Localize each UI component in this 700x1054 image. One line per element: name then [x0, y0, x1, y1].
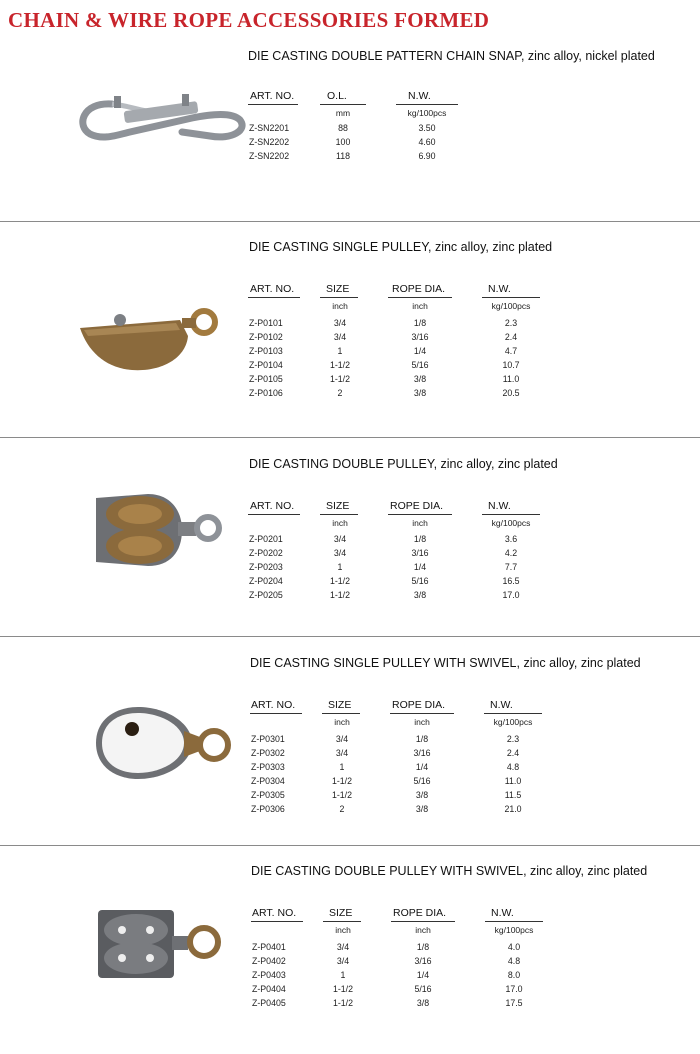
- table-row: [0, 388, 700, 401]
- size: 1: [337, 562, 343, 572]
- net-weight: 2.3: [504, 318, 518, 328]
- product-name: DIE CASTING DOUBLE PULLEY: [249, 457, 434, 471]
- product-spec: , zinc alloy, zinc plated: [428, 240, 553, 254]
- header-underline: [396, 104, 458, 105]
- table-row: [0, 562, 700, 575]
- table-row: [0, 360, 700, 373]
- rope-dia: 3/16: [413, 748, 431, 758]
- net-weight: 11.0: [502, 374, 520, 384]
- header-underline: [251, 921, 303, 922]
- table-row: [0, 790, 700, 803]
- unit-rope-dia: inch: [415, 925, 431, 935]
- product-name: DIE CASTING SINGLE PULLEY WITH SWIVEL: [250, 656, 517, 670]
- rope-dia: 3/8: [413, 590, 427, 600]
- overall-length: 118: [335, 151, 351, 161]
- section-title: [251, 864, 647, 878]
- table-row: [0, 534, 700, 547]
- size: 3/4: [333, 548, 347, 558]
- rope-dia: 5/16: [414, 984, 432, 994]
- header-underline: [388, 514, 452, 515]
- art-no: Z-SN2202: [249, 151, 290, 161]
- net-weight: 21.0: [504, 804, 522, 814]
- table-row: [0, 776, 700, 789]
- rope-dia: 1/8: [415, 734, 429, 744]
- size: 1: [340, 970, 346, 980]
- art-no: Z-P0204: [249, 576, 283, 586]
- size: 1-1/2: [332, 998, 354, 1008]
- header-underline: [248, 104, 298, 105]
- unit-size: inch: [332, 518, 348, 528]
- size: 3/4: [335, 734, 349, 744]
- table-row: [0, 942, 700, 955]
- table-row: [0, 137, 700, 150]
- net-weight: 3.50: [418, 123, 436, 133]
- art-no: Z-P0401: [252, 942, 286, 952]
- table-row: [0, 748, 700, 761]
- net-weight: 2.4: [506, 748, 520, 758]
- header-rope-dia: ROPE DIA.: [392, 283, 446, 295]
- product-spec: , zinc alloy, zinc plated: [516, 656, 641, 670]
- header-size: SIZE: [326, 283, 350, 295]
- rope-dia: 1/4: [413, 562, 427, 572]
- size: 1-1/2: [332, 984, 354, 994]
- unit-rope-dia: inch: [414, 717, 430, 727]
- page-title: CHAIN & WIRE ROPE ACCESSORIES FORMED: [8, 8, 490, 32]
- section-chain-snap: [0, 0, 700, 222]
- unit-size: inch: [335, 925, 351, 935]
- header-size: SIZE: [329, 907, 353, 919]
- net-weight: 17.0: [505, 984, 523, 994]
- product-name: DIE CASTING DOUBLE PULLEY WITH SWIVEL: [251, 864, 524, 878]
- unit-rope-dia: inch: [412, 518, 428, 528]
- table-row: [0, 734, 700, 747]
- net-weight: 17.5: [505, 998, 523, 1008]
- header-rope-dia: ROPE DIA.: [392, 699, 446, 711]
- table-row: [0, 374, 700, 387]
- art-no: Z-P0303: [251, 762, 285, 772]
- overall-length: 100: [335, 137, 351, 147]
- header-underline: [248, 297, 300, 298]
- unit-nw: kg/100pcs: [491, 301, 531, 311]
- product-name: DIE CASTING DOUBLE PATTERN CHAIN SNAP: [248, 49, 521, 63]
- rope-dia: 3/16: [411, 332, 429, 342]
- rope-dia: 1/8: [413, 318, 427, 328]
- net-weight: 11.0: [504, 776, 522, 786]
- net-weight: 4.60: [418, 137, 436, 147]
- net-weight: 2.4: [504, 332, 518, 342]
- art-no: Z-P0305: [251, 790, 285, 800]
- table-row: [0, 762, 700, 775]
- rope-dia: 1/4: [413, 346, 427, 356]
- size: 1: [337, 346, 343, 356]
- art-no: Z-P0102: [249, 332, 283, 342]
- net-weight: 2.3: [506, 734, 520, 744]
- size: 3/4: [335, 748, 349, 758]
- header-underline: [323, 921, 361, 922]
- art-no: Z-P0203: [249, 562, 283, 572]
- net-weight: 11.5: [504, 790, 522, 800]
- art-no: Z-P0402: [252, 956, 286, 966]
- table-row: [0, 590, 700, 603]
- net-weight: 16.5: [502, 576, 520, 586]
- size: 1-1/2: [329, 360, 351, 370]
- size: 3/4: [333, 534, 347, 544]
- art-no: Z-P0302: [251, 748, 285, 758]
- rope-dia: 1/8: [413, 534, 427, 544]
- size: 1-1/2: [329, 374, 351, 384]
- art-no: Z-P0104: [249, 360, 283, 370]
- header-nw: N.W.: [408, 90, 431, 102]
- art-no: Z-P0301: [251, 734, 285, 744]
- net-weight: 4.0: [507, 942, 521, 952]
- rope-dia: 1/4: [415, 762, 429, 772]
- header-art-no: ART. NO.: [250, 90, 295, 102]
- section-title: [249, 457, 558, 471]
- header-nw: N.W.: [490, 699, 513, 711]
- art-no: Z-P0205: [249, 590, 283, 600]
- header-art-no: ART. NO.: [251, 699, 296, 711]
- size: 1-1/2: [329, 590, 351, 600]
- rope-dia: 3/16: [411, 548, 429, 558]
- section-title: [249, 240, 552, 254]
- section-single-pulley-swivel: [0, 637, 700, 845]
- rope-dia: 3/8: [415, 790, 429, 800]
- unit-nw: kg/100pcs: [494, 925, 534, 935]
- net-weight: 4.2: [504, 548, 518, 558]
- rope-dia: 3/8: [413, 374, 427, 384]
- table-row: [0, 123, 700, 136]
- header-underline: [388, 297, 452, 298]
- header-nw: N.W.: [491, 907, 514, 919]
- unit-size: inch: [332, 301, 348, 311]
- art-no: Z-P0304: [251, 776, 285, 786]
- art-no: Z-P0404: [252, 984, 286, 994]
- art-no: Z-P0103: [249, 346, 283, 356]
- table-row: [0, 332, 700, 345]
- net-weight: 4.8: [506, 762, 520, 772]
- product-spec: , zinc alloy, nickel plated: [520, 49, 655, 63]
- rope-dia: 3/8: [415, 804, 429, 814]
- rope-dia: 1/8: [416, 942, 430, 952]
- art-no: Z-SN2201: [249, 123, 290, 133]
- unit-ol: mm: [335, 108, 351, 118]
- section-title: [250, 656, 641, 670]
- header-rope-dia: ROPE DIA.: [393, 907, 447, 919]
- product-name: DIE CASTING SINGLE PULLEY: [249, 240, 428, 254]
- unit-size: inch: [334, 717, 350, 727]
- overall-length: 88: [338, 123, 348, 133]
- net-weight: 7.7: [504, 562, 518, 572]
- header-underline: [320, 104, 366, 105]
- art-no: Z-P0306: [251, 804, 285, 814]
- size: 1-1/2: [331, 790, 353, 800]
- size: 3/4: [333, 332, 347, 342]
- table-row: [0, 998, 700, 1011]
- unit-nw: kg/100pcs: [491, 518, 531, 528]
- header-underline: [482, 514, 540, 515]
- header-art-no: ART. NO.: [250, 283, 295, 295]
- section-title: [248, 49, 655, 63]
- size: 3/4: [336, 956, 350, 966]
- rope-dia: 1/4: [416, 970, 430, 980]
- art-no: Z-P0105: [249, 374, 283, 384]
- table-row: [0, 956, 700, 969]
- size: 1: [339, 762, 345, 772]
- header-size: SIZE: [328, 699, 352, 711]
- header-underline: [390, 713, 454, 714]
- table-row: [0, 576, 700, 589]
- art-no: Z-P0405: [252, 998, 286, 1008]
- unit-nw: kg/100pcs: [407, 108, 447, 118]
- header-underline: [320, 297, 358, 298]
- section-double-pulley: [0, 438, 700, 636]
- header-underline: [248, 514, 300, 515]
- art-no: Z-P0201: [249, 534, 283, 544]
- art-no: Z-SN2202: [249, 137, 290, 147]
- art-no: Z-P0403: [252, 970, 286, 980]
- unit-nw: kg/100pcs: [493, 717, 533, 727]
- size: 2: [339, 804, 345, 814]
- size: 2: [337, 388, 343, 398]
- section-double-pulley-swivel: [0, 846, 700, 1054]
- size: 3/4: [333, 318, 347, 328]
- section-single-pulley: [0, 222, 700, 438]
- header-art-no: ART. NO.: [252, 907, 297, 919]
- rope-dia: 5/16: [411, 360, 429, 370]
- size: 1-1/2: [331, 776, 353, 786]
- table-row: [0, 804, 700, 817]
- rope-dia: 5/16: [411, 576, 429, 586]
- rope-dia: 5/16: [413, 776, 431, 786]
- net-weight: 6.90: [418, 151, 436, 161]
- table-row: [0, 970, 700, 983]
- art-no: Z-P0101: [249, 318, 283, 328]
- header-ol: O.L.: [327, 90, 347, 102]
- table-row: [0, 984, 700, 997]
- net-weight: 4.7: [504, 346, 518, 356]
- header-size: SIZE: [326, 500, 350, 512]
- header-underline: [250, 713, 302, 714]
- product-spec: , zinc alloy, zinc plated: [433, 457, 558, 471]
- header-rope-dia: ROPE DIA.: [390, 500, 444, 512]
- rope-dia: 3/8: [416, 998, 430, 1008]
- net-weight: 17.0: [502, 590, 520, 600]
- table-row: [0, 346, 700, 359]
- table-row: [0, 548, 700, 561]
- net-weight: 4.8: [507, 956, 521, 966]
- header-underline: [482, 297, 540, 298]
- header-nw: N.W.: [488, 500, 511, 512]
- net-weight: 10.7: [502, 360, 520, 370]
- unit-rope-dia: inch: [412, 301, 428, 311]
- table-row: [0, 151, 700, 164]
- size: 1-1/2: [329, 576, 351, 586]
- rope-dia: 3/8: [413, 388, 427, 398]
- net-weight: 8.0: [507, 970, 521, 980]
- header-underline: [485, 921, 543, 922]
- header-underline: [320, 514, 358, 515]
- size: 3/4: [336, 942, 350, 952]
- net-weight: 3.6: [504, 534, 518, 544]
- rope-dia: 3/16: [414, 956, 432, 966]
- net-weight: 20.5: [502, 388, 520, 398]
- art-no: Z-P0202: [249, 548, 283, 558]
- header-underline: [484, 713, 542, 714]
- art-no: Z-P0106: [249, 388, 283, 398]
- header-art-no: ART. NO.: [250, 500, 295, 512]
- header-nw: N.W.: [488, 283, 511, 295]
- product-spec: , zinc alloy, zinc plated: [523, 864, 648, 878]
- header-underline: [391, 921, 455, 922]
- table-row: [0, 318, 700, 331]
- header-underline: [322, 713, 360, 714]
